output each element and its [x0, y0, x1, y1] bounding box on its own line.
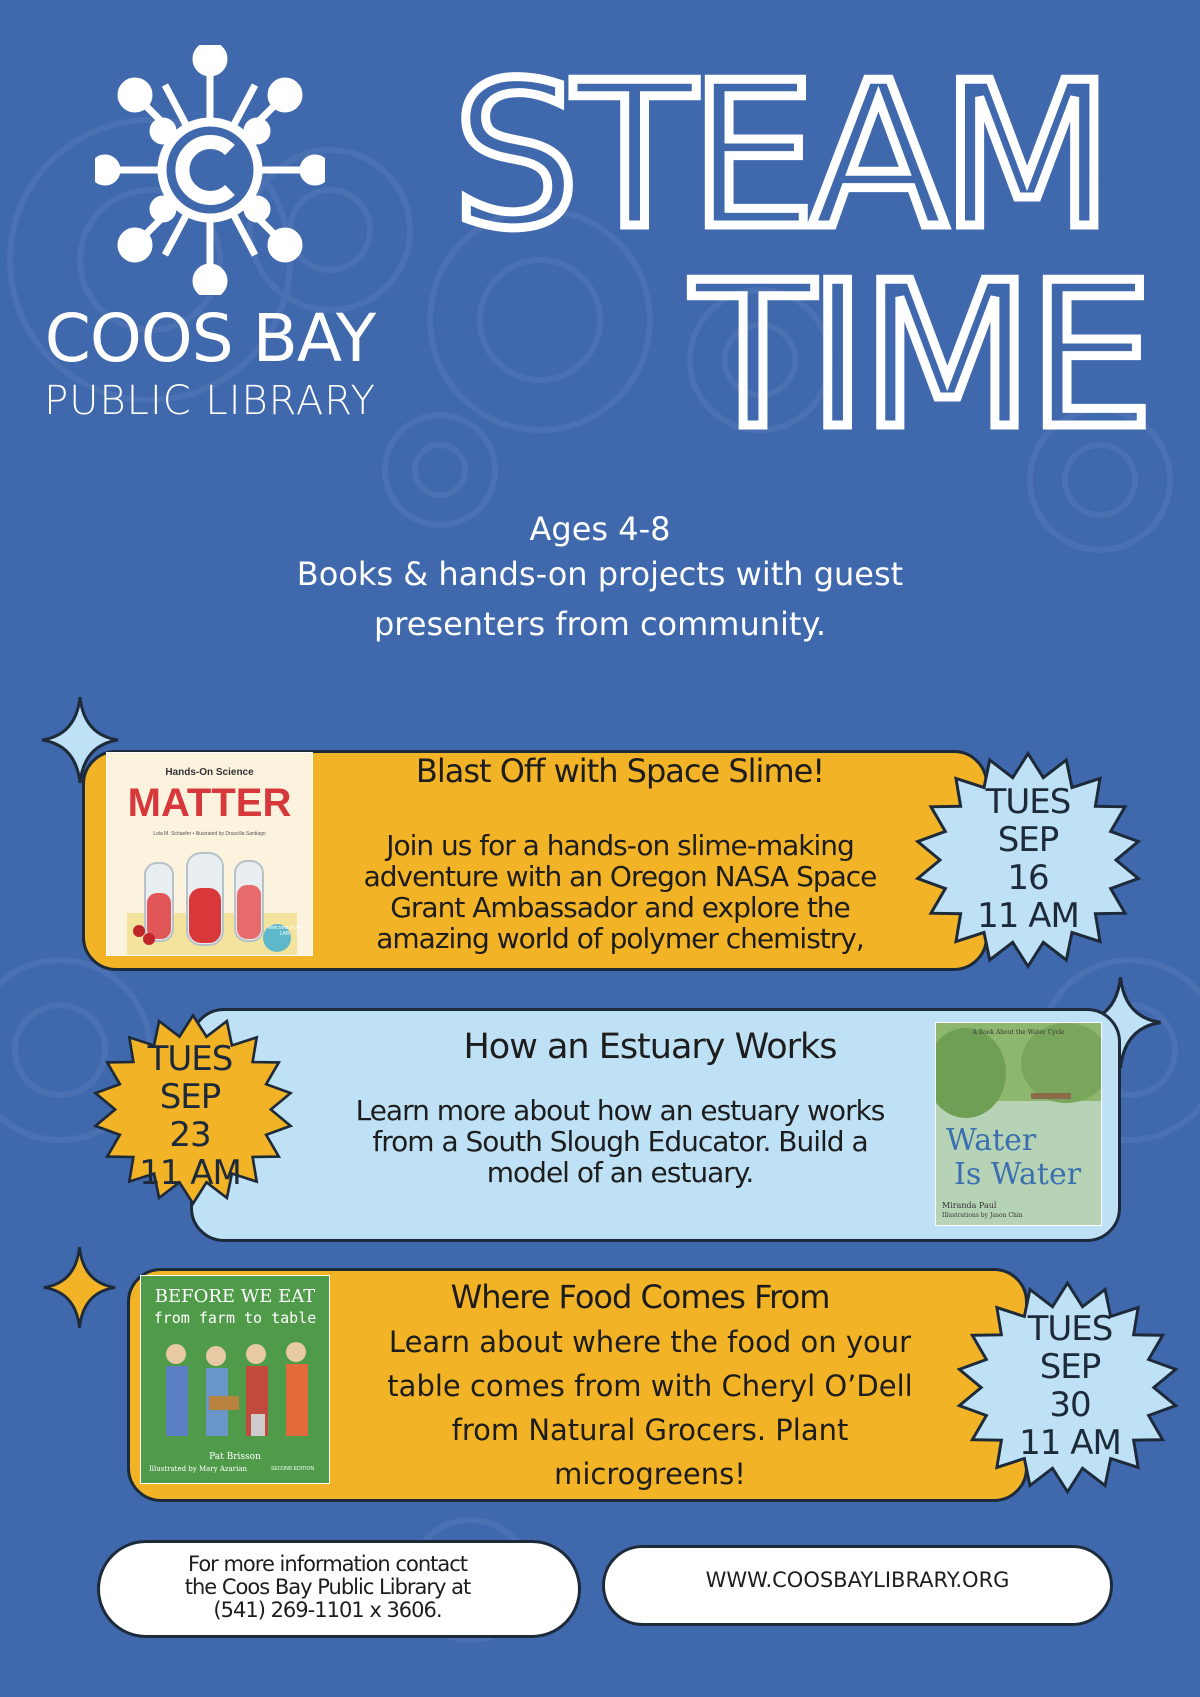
event-1-desc-line: Join us for a hands-on slime-making — [386, 829, 854, 862]
event-3-desc-line: microgreens! — [554, 1457, 746, 1491]
book-cover-before-we-eat — [140, 1275, 330, 1484]
book-cover-water-is-water — [935, 1022, 1102, 1226]
title-line-steam: STEAM — [452, 40, 1108, 273]
book-illustrator: Illustrations by Jason Chin — [942, 1212, 1023, 1219]
event-3-description — [350, 1320, 950, 1496]
intro-ages: Ages 4-8 — [529, 510, 671, 548]
test-tubes-illustration — [127, 843, 297, 955]
sparkle-icon — [42, 1245, 117, 1330]
date-time: 11 AM — [139, 1153, 241, 1193]
event-1-desc-line: amazing world of polymer chemistry, — [376, 922, 864, 955]
date-number: 16 — [1007, 858, 1049, 898]
event-3-title: Where Food Comes From — [450, 1278, 830, 1316]
date-month: SEP — [159, 1077, 221, 1117]
book-title: Is Water — [954, 1157, 1082, 1192]
book-tagline: A Book About the Water Cycle — [972, 1029, 1065, 1036]
title-line-time: TIME — [691, 240, 1149, 440]
farmers-illustration — [151, 1336, 319, 1446]
event-3-desc-line: from Natural Grocers. Plant — [451, 1413, 849, 1447]
library-logo-icon — [95, 45, 325, 295]
event-2-desc-line: from a South Slough Educator. Build a — [372, 1125, 868, 1158]
book-title: Water — [946, 1123, 1037, 1158]
date-day: TUES — [985, 782, 1071, 822]
library-name: COOS BAY — [44, 300, 376, 377]
book-badge: Welcome to the LAB! — [267, 925, 303, 937]
date-time: 11 AM — [977, 896, 1079, 936]
intro-line-3: presenters from community. — [373, 605, 827, 643]
contact-line: For more information contact — [187, 1552, 468, 1576]
book-credits: Lola M. Schaefer • Illustrated by Druscilla Santiago — [153, 831, 266, 837]
date-month: SEP — [1039, 1347, 1101, 1387]
library-subtitle: PUBLIC LIBRARY — [44, 378, 376, 424]
intro-line-2: Books & hands-on projects with guest — [296, 555, 904, 593]
event-2-desc-line: Learn more about how an estuary works — [355, 1094, 885, 1127]
page-title — [400, 40, 1160, 440]
date-day: TUES — [147, 1039, 233, 1079]
event-3-desc-line: table comes from with Cheryl O’Dell — [387, 1369, 913, 1403]
date-number: 30 — [1049, 1385, 1091, 1425]
event-2-date — [90, 1040, 290, 1192]
event-1-desc-line: adventure with an Oregon NASA Space — [363, 860, 877, 893]
event-1-date — [923, 783, 1133, 935]
book-title: MATTER — [127, 781, 292, 825]
book-subtitle: from farm to table — [153, 1309, 317, 1327]
date-time: 11 AM — [1019, 1423, 1121, 1463]
contact-line: the Coos Bay Public Library at — [184, 1575, 471, 1599]
event-1-desc-line: Grant Ambassador and explore the — [390, 891, 850, 924]
book-title: BEFORE WE EAT — [154, 1286, 316, 1307]
event-2-desc-line: model of an estuary. — [486, 1156, 754, 1189]
event-2-description — [310, 1095, 930, 1188]
event-1-description — [320, 830, 920, 954]
book-author: Pat Brisson — [209, 1452, 261, 1462]
book-illustrator: Illustrated by Mary Azarian — [149, 1465, 248, 1473]
contact-info — [110, 1553, 545, 1622]
event-3-desc-line: Learn about where the food on your — [388, 1325, 912, 1359]
book-cover-matter — [106, 752, 313, 956]
contact-line: (541) 269-1101 x 3606. — [213, 1598, 442, 1622]
event-2-title: How an Estuary Works — [463, 1027, 837, 1067]
website-link[interactable]: WWW.COOSBAYLIBRARY.ORG — [705, 1568, 1010, 1592]
event-1-title: Blast Off with Space Slime! — [415, 752, 825, 790]
book-edition: SECOND EDITION — [271, 1466, 315, 1472]
book-author: Miranda Paul — [942, 1201, 997, 1210]
book-series: Hands-On Science — [165, 767, 254, 778]
date-month: SEP — [997, 820, 1059, 860]
date-day: TUES — [1027, 1309, 1113, 1349]
date-number: 23 — [169, 1115, 211, 1155]
event-3-date — [965, 1310, 1175, 1462]
